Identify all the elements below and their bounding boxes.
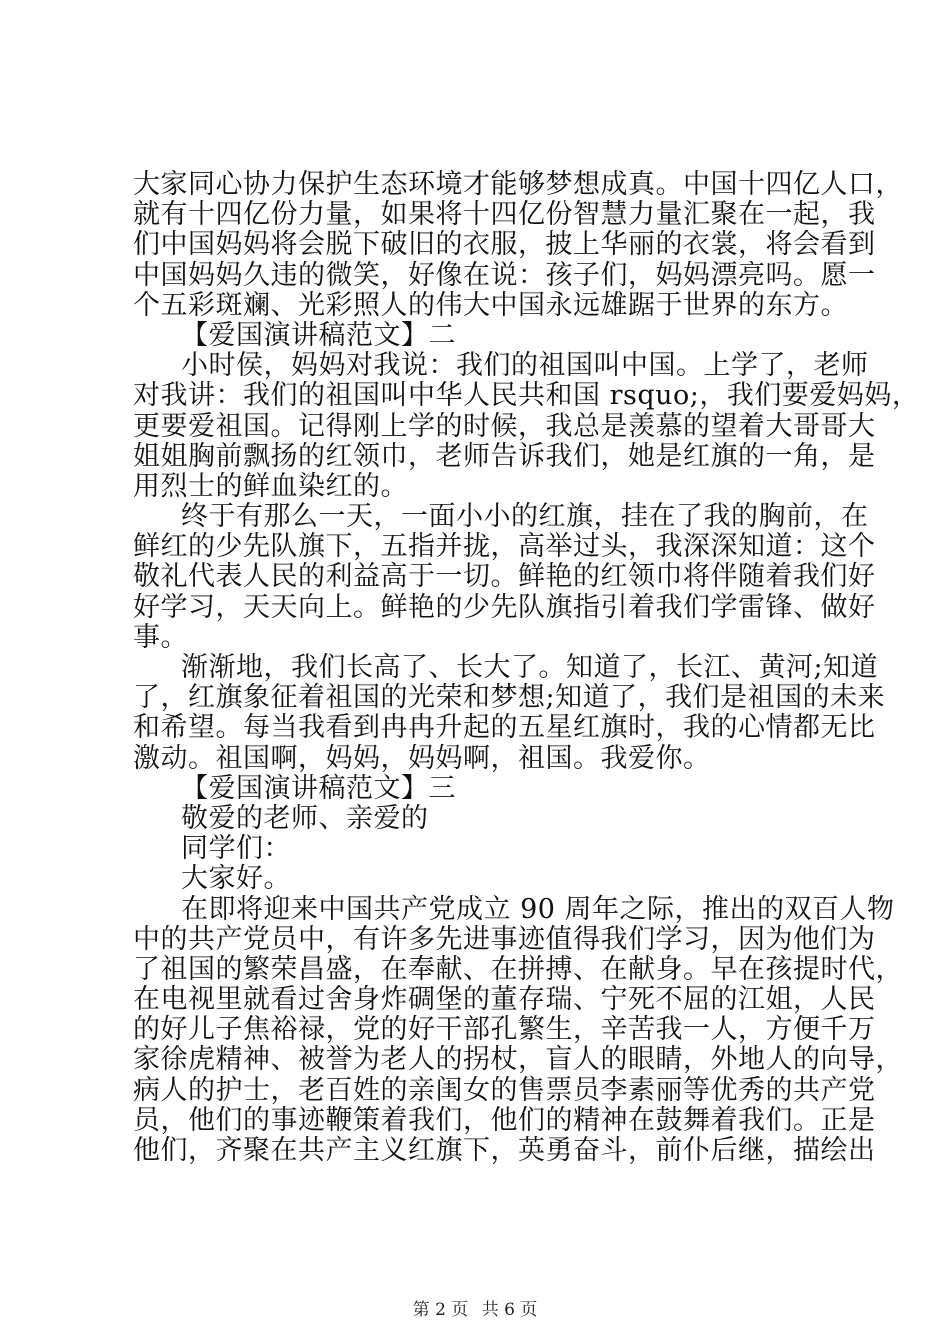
text-line: 激动。祖国啊，妈妈，妈妈啊，祖国。我爱你。 [133, 742, 711, 774]
text-line: 了祖国的繁荣昌盛，在奉献、在拼搏、在献身。早在孩提时代， [133, 953, 903, 985]
text-line: 渐渐地，我们长高了、长大了。知道了，长江、黄河;知道 [181, 652, 879, 683]
page-footer [0, 1295, 950, 1320]
text-line: 鲜红的少先队旗下，五指并拢，高举过头，我深深知道：这个 [133, 531, 876, 563]
text-line: 同学们： [181, 833, 291, 865]
text-line: 和希望。每当我看到冉冉升起的五星红旗时，我的心情都无比 [133, 712, 876, 744]
text-line: 用烈士的鲜血染红的。 [133, 470, 408, 502]
text-line: 在即将迎来中国共产党成立 90 周年之际，推出的双百人物 [181, 893, 895, 925]
text-line: 的好儿子焦裕禄，党的好干部孔繁生，辛苦我一人，方便千万 [133, 1014, 876, 1046]
text-line: 终于有那么一天，一面小小的红旗，挂在了我的胸前，在 [181, 501, 869, 533]
text-line: 大家同心协力保护生态环境才能够梦想成真。中国十四亿人口， [133, 169, 903, 200]
text-line: 中的共产党员中，有许多先进事迹值得我们学习，因为他们为 [133, 923, 876, 955]
document-body [133, 169, 920, 1166]
text-line: 好学习，天天向上。鲜艳的少先队旗指引着我们学雷锋、做好 [133, 591, 876, 623]
text-line: 【爱国演讲稿范文】二 [181, 319, 456, 351]
text-line: 在电视里就看过舍身炸碉堡的董存瑞、宁死不屈的江姐，人民 [133, 984, 876, 1016]
text-line: 敬礼代表人民的利益高于一切。鲜艳的红领巾将伴随着我们好 [133, 561, 876, 593]
text-line: 个五彩斑斓、光彩照人的伟大中国永远雄踞于世界的东方。 [133, 289, 848, 321]
text-line: 他们，齐聚在共产主义红旗下，英勇奋斗，前仆后继，描绘出 [133, 1135, 876, 1166]
text-line: 们中国妈妈将会脱下破旧的衣服，披上华丽的衣裳，将会看到 [133, 229, 876, 261]
text-line: 家徐虎精神、被誉为老人的拐杖，盲人的眼睛，外地人的向导， [133, 1044, 903, 1076]
text-line: 中国妈妈久违的微笑，好像在说：孩子们，妈妈漂亮吗。愿一 [133, 259, 876, 291]
text-line: 病人的护士，老百姓的亲闺女的售票员李素丽等优秀的共产党 [133, 1074, 876, 1106]
text-line: 就有十四亿份力量，如果将十四亿份智慧力量汇聚在一起，我 [133, 199, 876, 231]
text-line: 更要爱祖国。记得刚上学的时候，我总是羡慕的望着大哥哥大 [133, 410, 876, 442]
page-number: 第 2 页 [412, 1300, 469, 1320]
text-line: 小时侯，妈妈对我说：我们的祖国叫中国。上学了，老师 [181, 350, 869, 382]
text-line: 姐姐胸前飘扬的红领巾，老师告诉我们，她是红旗的一角，是 [133, 440, 876, 472]
page-total: 共 6 页 [481, 1300, 538, 1320]
text-line: 员，他们的事迹鞭策着我们，他们的精神在鼓舞着我们。正是 [133, 1104, 876, 1136]
text-line: 对我讲：我们的祖国叫中华人民共和国 rsquo;，我们要爱妈妈， [133, 380, 920, 412]
text-line: 敬爱的老师、亲爱的 [181, 802, 429, 834]
text-line: 大家好。 [181, 863, 291, 895]
text-line: 事。 [133, 621, 188, 653]
text-line: 【爱国演讲稿范文】三 [181, 772, 456, 804]
text-line: 了，红旗象征着祖国的光荣和梦想;知道了，我们是祖国的未来 [133, 682, 886, 714]
